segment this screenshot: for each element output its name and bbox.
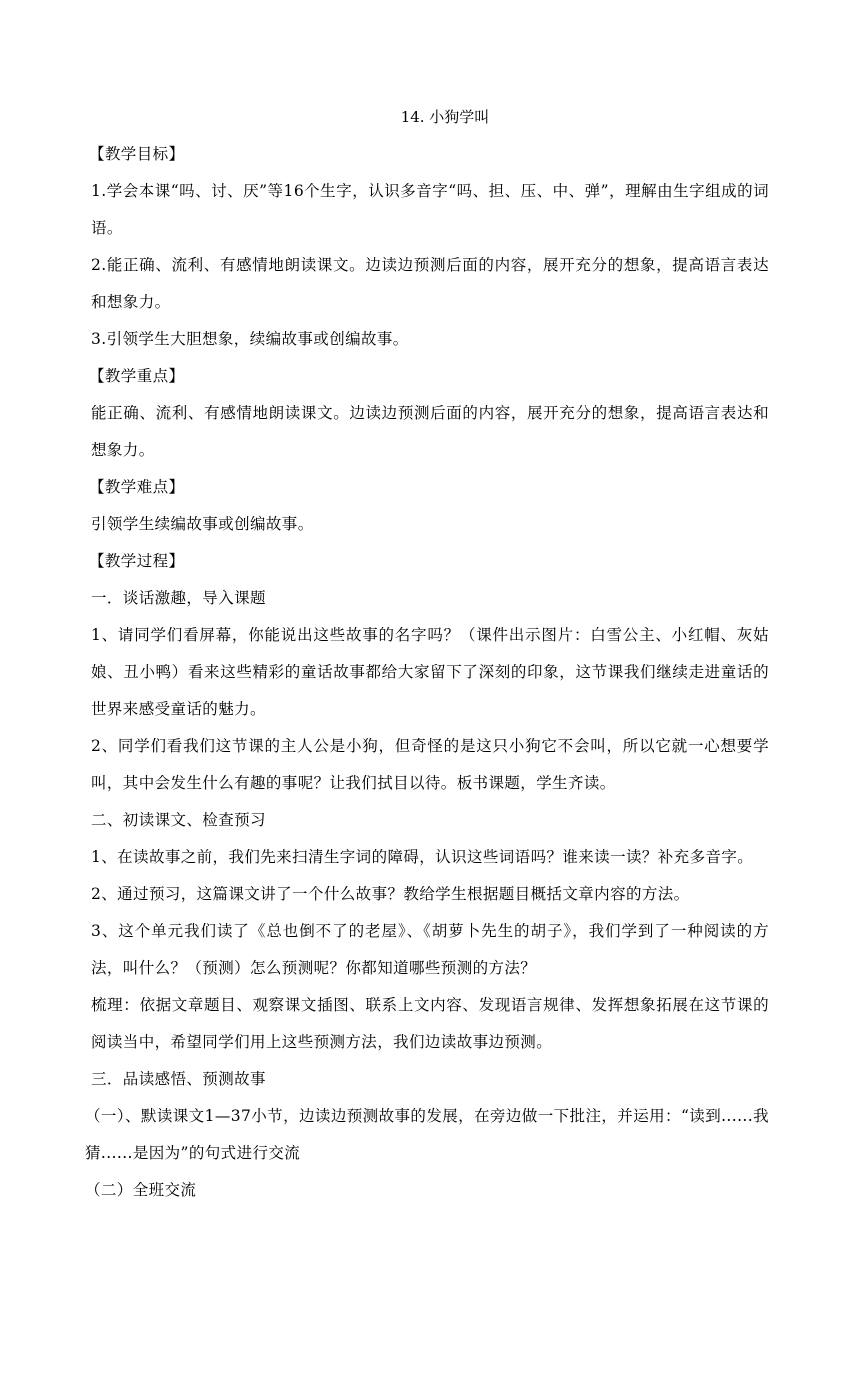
process-step-3-2: （二）全班交流 [85, 1181, 197, 1199]
process-step-2-1: 1、在读故事之前，我们先来扫清生字词的障碍，认识这些词语吗？谁来读一读？补充多音字。 [91, 848, 754, 866]
section-heading-2: 二、初读课文、检查预习 [91, 811, 266, 829]
section-heading-3: 三．品读感悟、预测故事 [91, 1070, 266, 1088]
goal-item-2: 2.能正确、流利、有感情地朗读课文。边读边预测后面的内容，展开充分的想象，提高语言表达和想象力。 [91, 256, 769, 311]
heading-teaching-process: 【教学过程】 [89, 552, 185, 570]
section-heading-1: 一．谈话激趣，导入课题 [91, 589, 266, 607]
heading-teaching-difficulty: 【教学难点】 [89, 478, 185, 496]
heading-teaching-goals: 【教学目标】 [89, 145, 185, 163]
summary-text: 梳理：依据文章题目、观察课文插图、联系上文内容、发现语言规律、发挥想象拓展在这节课的阅读当中，希望同学们用上这些预测方法，我们边读故事边预测。 [91, 996, 769, 1051]
document-title: 14. 小狗学叫 [400, 108, 490, 126]
focus-text: 能正确、流利、有感情地朗读课文。边读边预测后面的内容，展开充分的想象，提高语言表达和想象力。 [91, 404, 769, 459]
process-step-2-2: 2、通过预习，这篇课文讲了一个什么故事？教给学生根据题目概括文章内容的方法。 [91, 885, 690, 903]
goal-item-1: 1.学会本课“吗、讨、厌”等16个生字，认识多音字“吗、担、压、中、弹”，理解由生字组成的词语。 [91, 182, 769, 237]
process-step-2-3: 3、这个单元我们读了《总也倒不了的老屋》、《胡萝卜先生的胡子》，我们学到了一种阅读的方法，叫什么？（预测）怎么预测呢？你都知道哪些预测的方法？ [91, 922, 769, 977]
difficulty-text: 引领学生续编故事或创编故事。 [91, 515, 314, 533]
process-step-3-1: （一）、默读课文1—37小节，边读边预测故事的发展，在旁边做一下批注，并运用：“读到......我猜......是因为”的句式进行交流 [85, 1107, 769, 1162]
heading-teaching-focus: 【教学重点】 [89, 367, 185, 385]
process-step-1-2: 2、同学们看我们这节课的主人公是小狗，但奇怪的是这只小狗它不会叫，所以它就一心想要学叫，其中会发生什么有趣的事呢？让我们拭目以待。板书课题，学生齐读。 [91, 737, 769, 792]
goal-item-3: 3.引领学生大胆想象，续编故事或创编故事。 [91, 330, 409, 348]
process-step-1-1: 1、请同学们看屏幕，你能说出这些故事的名字吗？（课件出示图片：白雪公主、小红帽、灰姑娘、丑小鸭）看来这些精彩的童话故事都给大家留下了深刻的印象，这节课我们继续走进童话的世界来感受童话的魅力。 [91, 626, 769, 718]
document-page [85, 104, 769, 1209]
